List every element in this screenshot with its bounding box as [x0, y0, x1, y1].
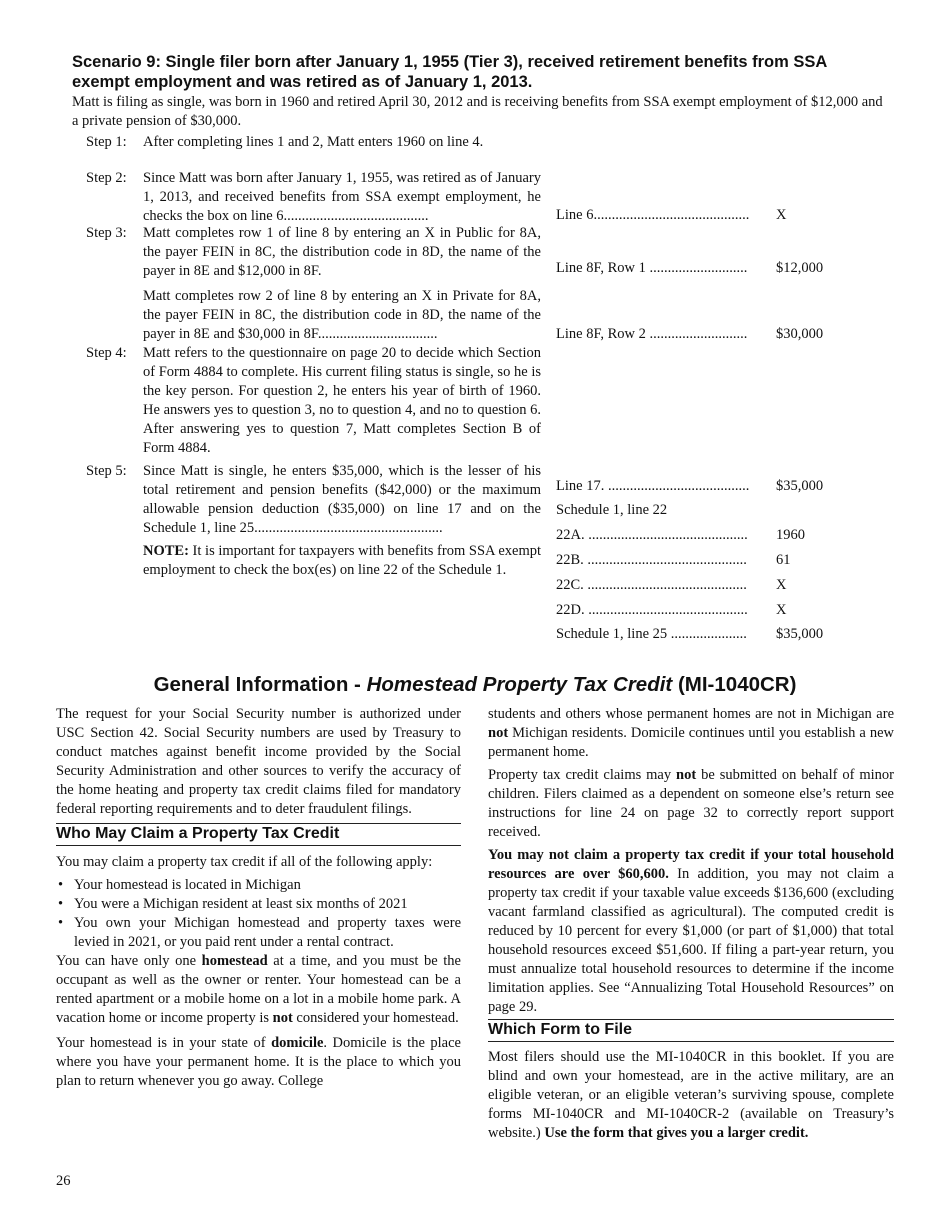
- section-title-prefix: General Information -: [153, 673, 367, 696]
- step-5-label: Step 5:: [86, 463, 127, 479]
- step-1-label: Step 1:: [86, 134, 127, 150]
- ref-22b-value: 61: [776, 552, 791, 568]
- larger-credit-bold: Use the form that gives you a larger credit.: [544, 1125, 809, 1141]
- homestead-text: at a time, and you must be the occupant as well as the owner or renter. Your homestead can be a rented apartment or a mobile home on a lot in a mobile home park. A vacation home or income property is: [56, 953, 461, 1026]
- domicile-bold: domicile: [271, 1035, 324, 1051]
- ref-22a-label: 22A. ............................................: [556, 527, 748, 543]
- step-1-text: After completing lines 1 and 2, Matt enters 1960 on line 4.: [143, 134, 484, 150]
- homestead-text: You can have only one: [56, 953, 202, 969]
- step-3-text-row2: Matt completes row 2 of line 8 by entering an X in Private for 8A, the payer FEIN in 8C, the distribution code in 8D, the name of the payer in 8E and $30,000 in 8F.................................: [143, 288, 541, 342]
- not-bold: not: [488, 725, 509, 741]
- ref-22d-label: 22D. ............................................: [556, 602, 748, 618]
- ref-22a-value: 1960: [776, 527, 805, 543]
- household-resources-paragraph: [488, 846, 894, 1017]
- section-title-italic: Homestead Property Tax Credit: [366, 673, 673, 696]
- minor-text: Property tax credit claims may: [488, 767, 677, 783]
- domicile-paragraph: [56, 1034, 461, 1091]
- list-item: • You were a Michigan resident at least six months of 2021: [56, 895, 461, 914]
- step-2-text: Since Matt was born after January 1, 1955, was retired as of January 1, 2013, and received benefits from SSA exempt employment, he checks the box on line 6........................................: [143, 170, 541, 224]
- ref-line8f-row2-value: $30,000: [776, 326, 824, 342]
- step-3-text: Matt completes row 1 of line 8 by entering an X in Public for 8A, the payer FEIN in 8C, the distribution code in 8D, the name of the payer in 8E and $12,000 in 8F.: [143, 225, 541, 279]
- section-title-suffix: (MI-1040CR): [672, 673, 797, 696]
- right-column: [488, 705, 894, 1143]
- resources-limit-bold: You may not claim a property tax credit if your total household resources are over $60,600.: [488, 847, 894, 882]
- ref-line8f-row1-label: Line 8F, Row 1 ...........................: [556, 260, 748, 276]
- step-2-label: Step 2:: [86, 170, 127, 186]
- which-form-text: Most filers should use the MI-1040CR in this booklet. If you are blind and own your homestead, are in the active military, are an eligible veteran, or an eligible veteran’s surviving spouse, complete forms MI-1040CR and MI-1040CR-2 (available on Treasury’s website.): [488, 1049, 894, 1141]
- ref-22d-value: X: [776, 602, 787, 618]
- step-3-label: Step 3:: [86, 225, 127, 241]
- ref-line6-label: Line 6...........................................: [556, 207, 750, 223]
- not-bold: not: [676, 767, 697, 783]
- ref-schedule1-line25-label: Schedule 1, line 25 .....................: [556, 626, 747, 642]
- ref-22b-label: 22B. ............................................: [556, 552, 747, 568]
- ref-22c-label: 22C. ............................................: [556, 577, 747, 593]
- eligibility-intro: You may claim a property tax credit if all of the following apply:: [56, 854, 433, 870]
- domicile-text: Your homestead is in your state of: [56, 1035, 272, 1051]
- ref-line8f-row1-value: $12,000: [776, 260, 824, 276]
- list-item: • Your homestead is located in Michigan: [56, 876, 461, 895]
- page-number: 26: [56, 1173, 71, 1189]
- section-title: [0, 673, 950, 697]
- domicile-text: . Domicile is the place where you have your permanent home. It is the place to which you plan to return whenever you go away. College: [56, 1035, 461, 1089]
- left-column: [56, 705, 461, 1091]
- homestead-text: considered your homestead.: [292, 1010, 459, 1026]
- note-text: It is important for taxpayers with benefits from SSA exempt employment to check the box(es) on line 22 of the Schedule 1.: [143, 543, 541, 578]
- scenario-title: Scenario 9: Single filer born after January 1, 1955 (Tier 3), received retirement benefits from SSA exempt employment and was retired as of January 1, 2013.: [72, 53, 827, 91]
- minor-children-paragraph: [488, 766, 894, 842]
- which-form-heading: Which Form to File: [488, 1019, 894, 1042]
- who-may-claim-heading: Who May Claim a Property Tax Credit: [56, 823, 461, 846]
- list-item: • You own your Michigan homestead and property taxes were levied in 2021, or you paid rent under a rental contract.: [56, 914, 461, 952]
- scenario-intro: Matt is filing as single, was born in 1960 and retired April 30, 2012 and is receiving benefits from SSA exempt employment of $12,000 and a private pension of $30,000.: [72, 94, 883, 129]
- ref-line8f-row2-label: Line 8F, Row 2 ...........................: [556, 326, 748, 342]
- ref-line6-value: X: [776, 207, 787, 223]
- step-5-text: Since Matt is single, he enters $35,000, which is the lesser of his total retirement and pension benefits ($42,000) or the maximum allowable pension deduction ($35,000) on line 17 and on the Schedule 1, line 25....................................................: [143, 463, 541, 536]
- homestead-paragraph: [56, 952, 461, 1028]
- resources-text: In addition, you may not claim a property tax credit if your taxable value exceeds $136,600 (excluding vacant farmland classified as agricultural). The computed credit is reduced by 10 percent for every $1,000 (or part of $1,000) that total household resources exceed $51,600. If filing a part-year return, you must annualize total household resources to determine if the income limitation applies. See “Annualizing Total Household Resources” on page 29.: [488, 866, 894, 1015]
- residents-paragraph: [488, 705, 894, 762]
- homestead-bold: homestead: [201, 953, 268, 969]
- ref-line17-value: $35,000: [776, 478, 824, 494]
- ref-line17-label: Line 17. .......................................: [556, 478, 750, 494]
- ref-schedule1-line25-value: $35,000: [776, 626, 824, 642]
- step-4-label: Step 4:: [86, 345, 127, 361]
- minor-text: be submitted on behalf of minor children. Filers claimed as a dependent on someone else’s return see instructions for line 24 on page 32 to correctly report support received.: [488, 767, 894, 840]
- eligibility-list: [56, 876, 461, 952]
- ref-schedule1-line22-label: Schedule 1, line 22: [556, 502, 668, 518]
- ssn-paragraph: The request for your Social Security number is authorized under USC Section 42. Social Security numbers are used by Treasury to conduct matches against benefit income provided by the Social Security Administration and other sources to verify the accuracy of the home heating and property tax credit claims filed for mandatory federal reporting requirements and to deter fraudulent filings.: [56, 706, 461, 817]
- step-5-note: [143, 542, 541, 580]
- residents-text: students and others whose permanent homes are not in Michigan are: [488, 706, 894, 722]
- note-label: NOTE:: [143, 543, 189, 559]
- which-form-paragraph: [488, 1048, 894, 1143]
- step-4-text: Matt refers to the questionnaire on page 20 to decide which Section of Form 4884 to complete. His current filing status is single, so he is the key person. For question 2, he enters his year of birth of 1960. He answers yes to question 3, no to question 4, and no to question 6. After answering yes to question 7, Matt completes Section B of Form 4884.: [143, 345, 541, 456]
- not-bold: not: [272, 1010, 293, 1026]
- ref-22c-value: X: [776, 577, 787, 593]
- residents-text: Michigan residents. Domicile continues until you establish a new permanent home.: [488, 725, 894, 760]
